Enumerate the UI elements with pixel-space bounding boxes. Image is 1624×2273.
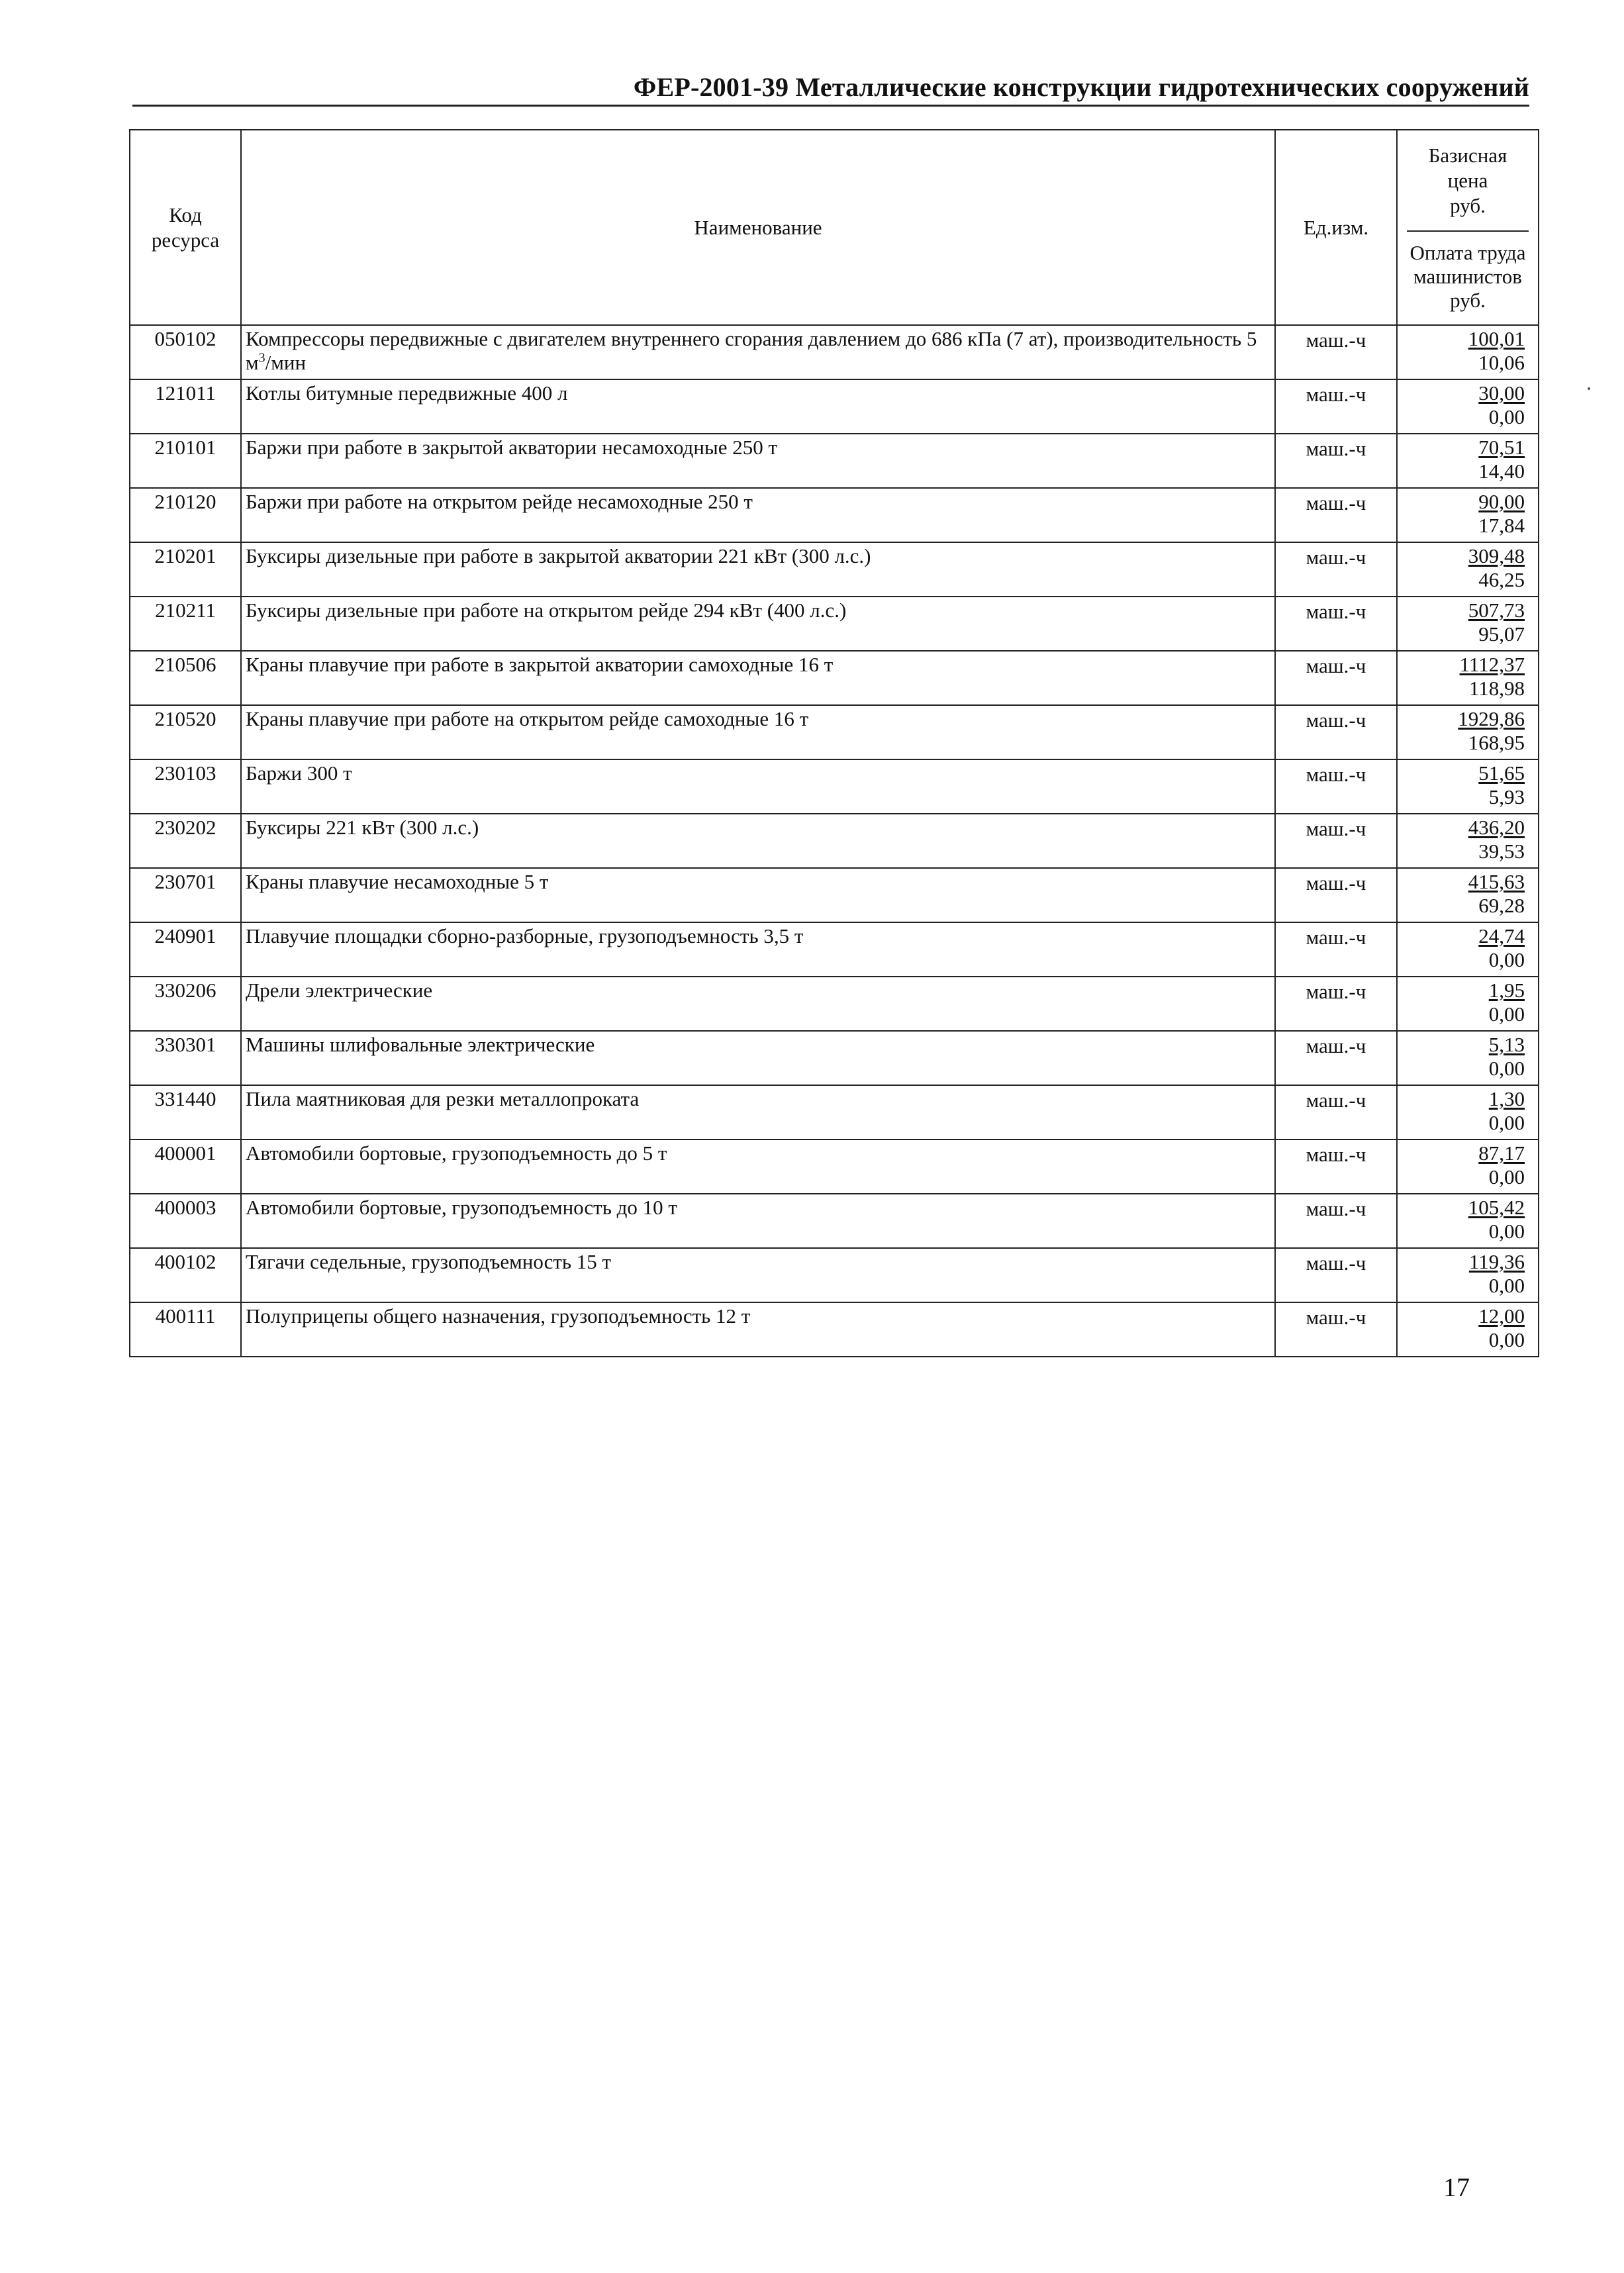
resource-code: 210120	[130, 488, 241, 542]
resource-code: 210101	[130, 434, 241, 488]
page-title: ФЕР-2001-39 Металлические конструкции гидротехнических сооружений	[633, 72, 1529, 102]
base-price: 1112,37	[1459, 653, 1525, 676]
resource-name: Краны плавучие при работе в закрытой акватории самоходные 16 т	[241, 651, 1275, 705]
table-row	[130, 651, 1539, 705]
table-row	[130, 977, 1539, 1031]
price-cell	[1397, 1302, 1539, 1357]
unit-of-measure: маш.-ч	[1275, 868, 1397, 922]
unit-of-measure: маш.-ч	[1275, 325, 1397, 379]
labor-pay: 0,00	[1488, 1111, 1525, 1134]
page-header	[132, 72, 1529, 107]
labor-pay: 0,00	[1488, 948, 1525, 971]
labor-pay: 10,06	[1478, 351, 1525, 374]
resource-name: Буксиры 221 кВт (300 л.с.)	[241, 814, 1275, 868]
resource-code: 210506	[130, 651, 241, 705]
resource-code: 240901	[130, 922, 241, 977]
resource-table	[129, 129, 1539, 1357]
price-cell	[1397, 759, 1539, 814]
resource-code: 400111	[130, 1302, 241, 1357]
resource-name: Баржи при работе на открытом рейде несамоходные 250 т	[241, 488, 1275, 542]
base-price: 105,42	[1468, 1196, 1525, 1219]
price-cell	[1397, 705, 1539, 759]
unit-of-measure: маш.-ч	[1275, 651, 1397, 705]
labor-pay-header: Оплата труда машинистов руб.	[1409, 240, 1526, 312]
base-price: 507,73	[1468, 599, 1525, 622]
resource-code: 050102	[130, 325, 241, 379]
table-row	[130, 868, 1539, 922]
labor-pay: 0,00	[1488, 1328, 1525, 1351]
unit-of-measure: маш.-ч	[1275, 1302, 1397, 1357]
labor-pay: 0,00	[1488, 1165, 1525, 1188]
price-cell	[1397, 651, 1539, 705]
labor-pay: 5,93	[1488, 785, 1525, 808]
resource-name: Буксиры дизельные при работе на открытом рейде 294 кВт (400 л.с.)	[241, 597, 1275, 651]
labor-pay: 0,00	[1488, 1002, 1525, 1026]
base-price: 1,95	[1488, 979, 1525, 1002]
resource-code: 331440	[130, 1085, 241, 1139]
resource-code: 210201	[130, 542, 241, 597]
resource-name: Котлы битумные передвижные 400 л	[241, 379, 1275, 434]
unit-of-measure: маш.-ч	[1275, 1248, 1397, 1302]
table-row	[130, 597, 1539, 651]
unit-of-measure: маш.-ч	[1275, 814, 1397, 868]
labor-pay: 46,25	[1478, 568, 1525, 591]
price-cell	[1397, 814, 1539, 868]
resource-code: 121011	[130, 379, 241, 434]
resource-name: Баржи при работе в закрытой акватории несамоходные 250 т	[241, 434, 1275, 488]
price-cell	[1397, 868, 1539, 922]
unit-of-measure: маш.-ч	[1275, 597, 1397, 651]
scan-speck	[1588, 387, 1590, 390]
resource-name: Автомобили бортовые, грузоподъемность до 10 т	[241, 1194, 1275, 1248]
unit-of-measure: маш.-ч	[1275, 434, 1397, 488]
table-row	[130, 1085, 1539, 1139]
table-row	[130, 1194, 1539, 1248]
price-cell	[1397, 434, 1539, 488]
base-price: 436,20	[1468, 816, 1525, 839]
base-price-header: Базисная цена руб.	[1407, 143, 1529, 232]
unit-of-measure: маш.-ч	[1275, 1031, 1397, 1085]
table-body	[130, 325, 1539, 1357]
labor-pay: 17,84	[1478, 514, 1525, 537]
base-price: 51,65	[1478, 761, 1525, 785]
table-row	[130, 1031, 1539, 1085]
resource-name: Машины шлифовальные электрические	[241, 1031, 1275, 1085]
unit-of-measure: маш.-ч	[1275, 1194, 1397, 1248]
resource-name: Полуприцепы общего назначения, грузоподъемность 12 т	[241, 1302, 1275, 1357]
table-row	[130, 1139, 1539, 1194]
unit-of-measure: маш.-ч	[1275, 379, 1397, 434]
price-cell	[1397, 488, 1539, 542]
resource-name: Автомобили бортовые, грузоподъемность до 5 т	[241, 1139, 1275, 1194]
price-cell	[1397, 1031, 1539, 1085]
resource-code: 400102	[130, 1248, 241, 1302]
resource-code: 230701	[130, 868, 241, 922]
labor-pay: 39,53	[1478, 840, 1525, 863]
unit-of-measure: маш.-ч	[1275, 542, 1397, 597]
resource-name: Дрели электрические	[241, 977, 1275, 1031]
labor-pay: 95,07	[1478, 622, 1525, 646]
base-price: 30,00	[1478, 381, 1525, 405]
resource-name: Буксиры дизельные при работе в закрытой акватории 221 кВт (300 л.с.)	[241, 542, 1275, 597]
column-header-unit: Ед.изм.	[1275, 130, 1397, 325]
labor-pay: 118,98	[1468, 677, 1525, 700]
resource-code: 230103	[130, 759, 241, 814]
unit-of-measure: маш.-ч	[1275, 1085, 1397, 1139]
column-header-name: Наименование	[241, 130, 1275, 325]
table-row	[130, 814, 1539, 868]
price-cell	[1397, 379, 1539, 434]
price-cell	[1397, 977, 1539, 1031]
price-cell	[1397, 325, 1539, 379]
unit-of-measure: маш.-ч	[1275, 488, 1397, 542]
labor-pay: 168,95	[1468, 731, 1525, 754]
labor-pay: 69,28	[1478, 894, 1525, 917]
labor-pay: 0,00	[1488, 405, 1525, 428]
table-row	[130, 542, 1539, 597]
resource-name: Краны плавучие несамоходные 5 т	[241, 868, 1275, 922]
resource-name: Краны плавучие при работе на открытом рейде самоходные 16 т	[241, 705, 1275, 759]
table-header-row	[130, 130, 1539, 325]
base-price: 24,74	[1478, 924, 1525, 947]
resource-code: 400001	[130, 1139, 241, 1194]
unit-of-measure: маш.-ч	[1275, 977, 1397, 1031]
table-row	[130, 705, 1539, 759]
base-price: 309,48	[1468, 544, 1525, 567]
table-row	[130, 1248, 1539, 1302]
price-cell	[1397, 922, 1539, 977]
price-cell	[1397, 1194, 1539, 1248]
price-cell	[1397, 542, 1539, 597]
table-row	[130, 759, 1539, 814]
resource-code: 400003	[130, 1194, 241, 1248]
resource-code: 330206	[130, 977, 241, 1031]
unit-of-measure: маш.-ч	[1275, 705, 1397, 759]
table-row	[130, 922, 1539, 977]
column-header-price	[1397, 130, 1539, 325]
base-price: 70,51	[1478, 436, 1525, 459]
resource-name: Компрессоры передвижные с двигателем внутреннего сгорания давлением до 686 кПа (7 ат), производительность 5 $м^3$/мин	[241, 325, 1275, 379]
table-row	[130, 1302, 1539, 1357]
price-cell	[1397, 1248, 1539, 1302]
base-price: 415,63	[1468, 870, 1525, 893]
resource-name: Пила маятниковая для резки металлопроката	[241, 1085, 1275, 1139]
table-row	[130, 488, 1539, 542]
base-price: 119,36	[1468, 1250, 1525, 1273]
resource-name: Тягачи седельные, грузоподъемность 15 т	[241, 1248, 1275, 1302]
table-row	[130, 379, 1539, 434]
resource-name: Баржи 300 т	[241, 759, 1275, 814]
resource-code: 210211	[130, 597, 241, 651]
base-price: 1,30	[1488, 1087, 1525, 1110]
column-header-code: Код ресурса	[130, 130, 241, 325]
resource-code: 230202	[130, 814, 241, 868]
unit-of-measure: маш.-ч	[1275, 922, 1397, 977]
base-price: 12,00	[1478, 1304, 1525, 1328]
resource-code: 330301	[130, 1031, 241, 1085]
price-cell	[1397, 1085, 1539, 1139]
labor-pay: 0,00	[1488, 1274, 1525, 1297]
base-price: 90,00	[1478, 490, 1525, 513]
table-row	[130, 434, 1539, 488]
base-price: 100,01	[1468, 327, 1525, 350]
labor-pay: 14,40	[1478, 459, 1525, 483]
price-cell	[1397, 1139, 1539, 1194]
labor-pay: 0,00	[1488, 1057, 1525, 1080]
base-price: 87,17	[1478, 1141, 1525, 1165]
labor-pay: 0,00	[1488, 1220, 1525, 1243]
unit-of-measure: маш.-ч	[1275, 1139, 1397, 1194]
base-price: 5,13	[1488, 1033, 1525, 1056]
resource-name: Плавучие площадки сборно-разборные, грузоподъемность 3,5 т	[241, 922, 1275, 977]
base-price: 1929,86	[1458, 707, 1525, 730]
resource-code: 210520	[130, 705, 241, 759]
unit-of-measure: маш.-ч	[1275, 759, 1397, 814]
table-row	[130, 325, 1539, 379]
page-number: 17	[1443, 2172, 1470, 2202]
price-cell	[1397, 597, 1539, 651]
